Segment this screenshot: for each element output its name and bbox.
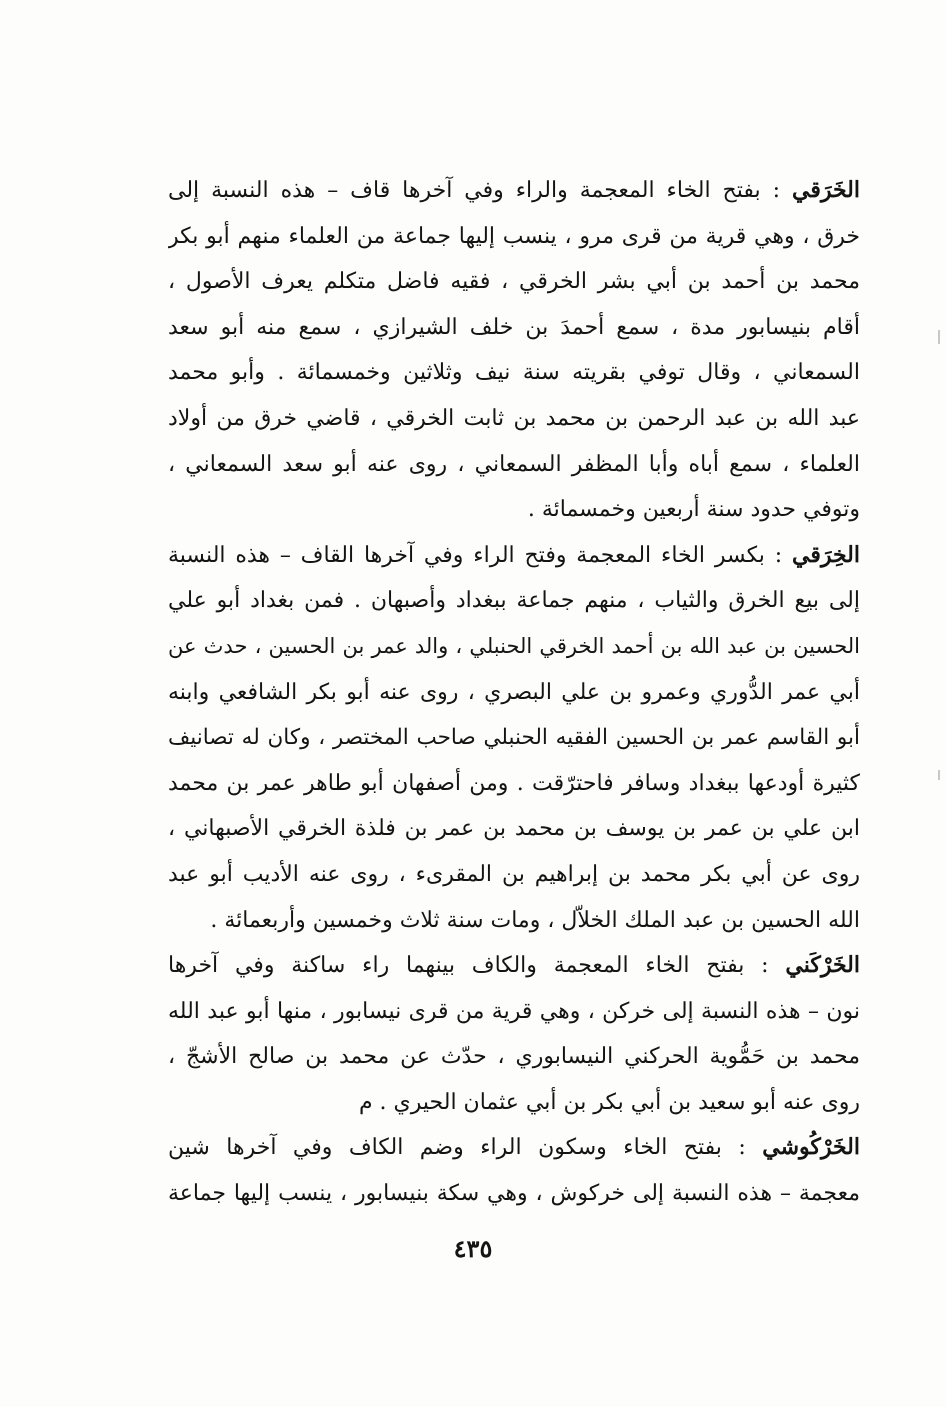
page-number: ٤٣٥	[453, 1234, 493, 1263]
entry-line: محمد بن أحمد بن أبي بشر الخرقي ، فقيه فاضل متكلم يعرف الأصول ،	[168, 269, 860, 295]
entry-line: أقام بنيسابور مدة ، سمع أحمدَ بن خلف الشيرازي ، سمع منه أبو سعد	[168, 314, 860, 340]
entry-line: الحسين بن عبد الله بن أحمد الخرقي الحنبلي ، والد عمر بن الحسين ، حدث عن	[168, 633, 860, 658]
entry-text: : بفتح الخاء المعجمة والكاف بينهما راء ساكنة وفي آخرها	[168, 953, 786, 979]
entry-line	[168, 943, 860, 989]
entry-line: محمد بن حَمُّوية الحركني النيسابوري ، حدّث عن محمد بن صالح الأشجّ ،	[168, 1044, 860, 1070]
entry-line: إلى بيع الخرق والثياب ، منهم جماعة ببغداد وأصبهان . فمن بغداد أبو علي	[168, 588, 860, 614]
entry-line: ابن علي بن عمر بن يوسف بن محمد بن عمر بن فلذة الخرقي الأصبهاني ،	[168, 816, 860, 842]
scan-edge-mark	[938, 330, 940, 344]
entry-line	[168, 168, 860, 214]
entry-line: العلماء ، سمع أباه وأبا المظفر السمعاني ، روى عنه أبو سعد السمعاني ،	[168, 451, 860, 477]
entry-text: : بفتح الخاء المعجمة والراء وفي آخرها قاف – هذه النسبة إلى	[168, 178, 792, 203]
entry-line: الله الحسين بن عبد الملك الخلاّل ، ومات سنة ثلاث وخمسين وأربعمائة .	[210, 907, 860, 933]
entry-line: أبو القاسم عمر بن الحسين الفقيه الحنبلي صاحب المختصر ، وكان له تصانيف	[168, 725, 860, 751]
entry-line: أبي عمر الدُّوري وعمرو بن علي البصري ، روى عنه أبو بكر الشافعي وابنه	[168, 679, 860, 705]
entry-heading: الخَرْكُوشي	[762, 1134, 860, 1161]
entry-heading: الخَرْكَني	[785, 952, 860, 979]
entry-line: خرق ، وهي قرية من قرى مرو ، ينسب إليها جماعة من العلماء منهم أبو بكر	[168, 223, 860, 249]
entry-line: معجمة – هذه النسبة إلى خركوش ، وهي سكة بنيسابور ، ينسب إليها جماعة	[168, 1181, 860, 1207]
entry-line: وتوفي حدود سنة أربعين وخمسمائة .	[527, 497, 860, 523]
body-text	[168, 168, 860, 1217]
entry-line	[168, 533, 860, 579]
entry-line: روى عن أبي بكر محمد بن إبراهيم بن المقرىء ، روى عنه الأديب أبو عبد	[168, 861, 860, 887]
entry-line	[168, 1125, 860, 1171]
entry-line: كثيرة أودعها ببغداد وسافر فاحترّقت . ومن أصفهان أبو طاهر عمر بن محمد	[168, 770, 860, 796]
entry-line: روى عنه أبو سعيد بن أبي بكر بن أبي عثمان الحيري . م	[358, 1089, 860, 1115]
entry-text: : بفتح الخاء وسكون الراء وضم الكاف وفي آخرها شين	[168, 1135, 763, 1161]
entry-heading: الخَرَقي	[791, 177, 860, 203]
entry-heading: الخِرَقي	[791, 541, 860, 568]
entry-text: : بكسر الخاء المعجمة وفتح الراء وفي آخرها القاف – هذه النسبة	[168, 542, 792, 568]
entry-line: عبد الله بن عبد الرحمن بن محمد بن ثابت الخرقي ، قاضي خرق من أولاد	[168, 405, 860, 431]
entry-line: نون – هذه النسبة إلى خركن ، وهي قرية من قرى نيسابور ، منها أبو عبد الله	[168, 998, 860, 1024]
entry-line: السمعاني ، وقال توفي بقريته سنة نيف وثلاثين وخمسمائة . وأبو محمد	[168, 360, 860, 386]
scan-edge-mark	[938, 770, 940, 780]
